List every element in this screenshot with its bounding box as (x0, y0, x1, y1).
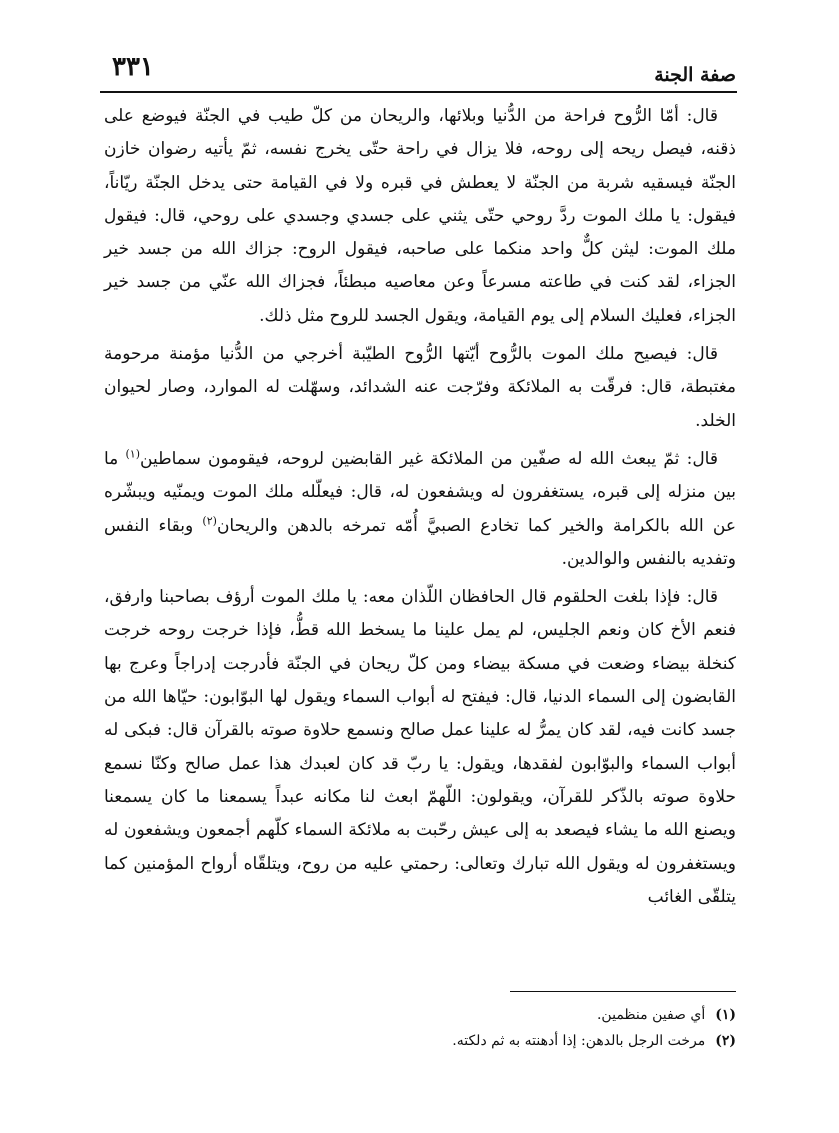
paragraph-3 (104, 443, 736, 576)
footnote-number: (١) (715, 1007, 736, 1023)
paragraph-4: قال: فإذا بلغت الحلقوم قال الحافظان اللّذان معه: يا ملك الموت أرؤف بصاحبنا وارفق، فنعم الأخ كان ونعم الجليس، لم يمل علينا ما يسخط الله قطُّ، فإذا خرجت روحه خرجت كنخلة بيضاء وضعت في مسكة بيضاء ومن كلّ ريحان في الجنّة فأدرجت إدراجاً وعرج بها القابضون إلى السماء الدنيا، قال: فيفتح له أبواب السماء ويقول لها البوّابون: حيّاها الله من جسد كانت فيه، لقد كان يمرُّ له علينا عمل صالح ونسمع حلاوة صوته بالقرآن قال: فبكى له أبواب السماء والبوّابون لفقدها، ويقول: يا ربّ قد كان لعبدك هذا عمل صالح وكنّا نسمع حلاوة صوته بالذّكر للقرآن، ويقولون: اللّهمّ ابعث لنا مكانه عبداً يسمعنا ما كان يسمعنا ويصنع الله ما يشاء فيصعد به إلى عيش رحّبت به ملائكة السماء كلّهم أجمعون ويشفعون له ويستغفرون له ويقول الله تبارك وتعالى: رحمتي عليه من روح، ويتلقّاه أرواح المؤمنين كما يتلقّى الغائب (104, 587, 736, 907)
body-text (104, 100, 736, 914)
paragraph-3-part-2: ما بين منزله إلى قبره، يستغفرون له ويشفعون له، قال: فيعلّله ملك الموت ويمنّيه ويبشّره عن الله بالكرامة والخير كما تخادع الصبيَّ أُمّه تمرخه بالدهن والريحان (104, 448, 736, 536)
page-header (108, 52, 736, 92)
footnote-text: أي صفين منظمين. (596, 1007, 706, 1023)
footnote-ref-1[interactable]: (١) (125, 447, 140, 461)
footnote-number: (٢) (715, 1033, 736, 1049)
paragraph-2: قال: فيصيح ملك الموت بالرُّوح أيّتها الرُّوح الطيّبة أخرجي من الدُّنيا مؤمنة مرحومة مغتبطة، قال: فرقّت به الملائكة وفرّجت عنه الشدائد، وسهّلت له الموارد، وصار لحيوان الخلد. (104, 344, 736, 431)
paragraph-3-part-3: وبقاء النفس وتفديه بالنفس والوالدين. (104, 515, 736, 569)
footnote-text: مرخت الرجل بالدهن: إذا أدهنته به ثم دلكته. (452, 1033, 706, 1049)
footnote-ref-2[interactable]: (٢) (202, 513, 217, 527)
running-title: صفة الجنة (654, 64, 736, 86)
footnote-2 (104, 1028, 736, 1054)
footnote-1 (104, 1002, 736, 1028)
paragraph-3-part-1: قال: ثمّ يبعث الله له صفّين من الملائكة غير القابضين لروحه، فيقومون سماطين (140, 448, 718, 469)
page-number: ٣٣١ (112, 52, 154, 82)
header-rule (100, 91, 737, 93)
paragraph-1: قال: أمّا الرُّوح فراحة من الدُّنيا وبلائها، والريحان من كلّ طيب في الجنّة فيوضع على ذقنه، فيصل ريحه إلى روحه، فلا يزال في راحة حتّى يخرج نفسه، ثمّ يأتيه رضوان خازن الجنّة فيسقيه شربة من الجنّة لا يعطش في قبره ولا في القيامة حتى يدخل الجنّة ريّاناً، فيقول: يا ملك الموت ردَّ روحي حتّى يثني على جسدي وجسدي على روحي، قال: فيقول ملك الموت: ليثن كلٌّ واحد منكما على صاحبه، فيقول الروح: جزاك الله من جسد خير الجزاء، لقد كنت في طاعته مسرعاً وعن معاصيه مبطئاً، فجزاك الله عنّي من جسد خير الجزاء، فعليك السلام إلى يوم القيامة، ويقول الجسد للروح مثل ذلك. (104, 106, 736, 326)
footnotes (104, 1002, 736, 1054)
footnote-rule (510, 991, 736, 992)
